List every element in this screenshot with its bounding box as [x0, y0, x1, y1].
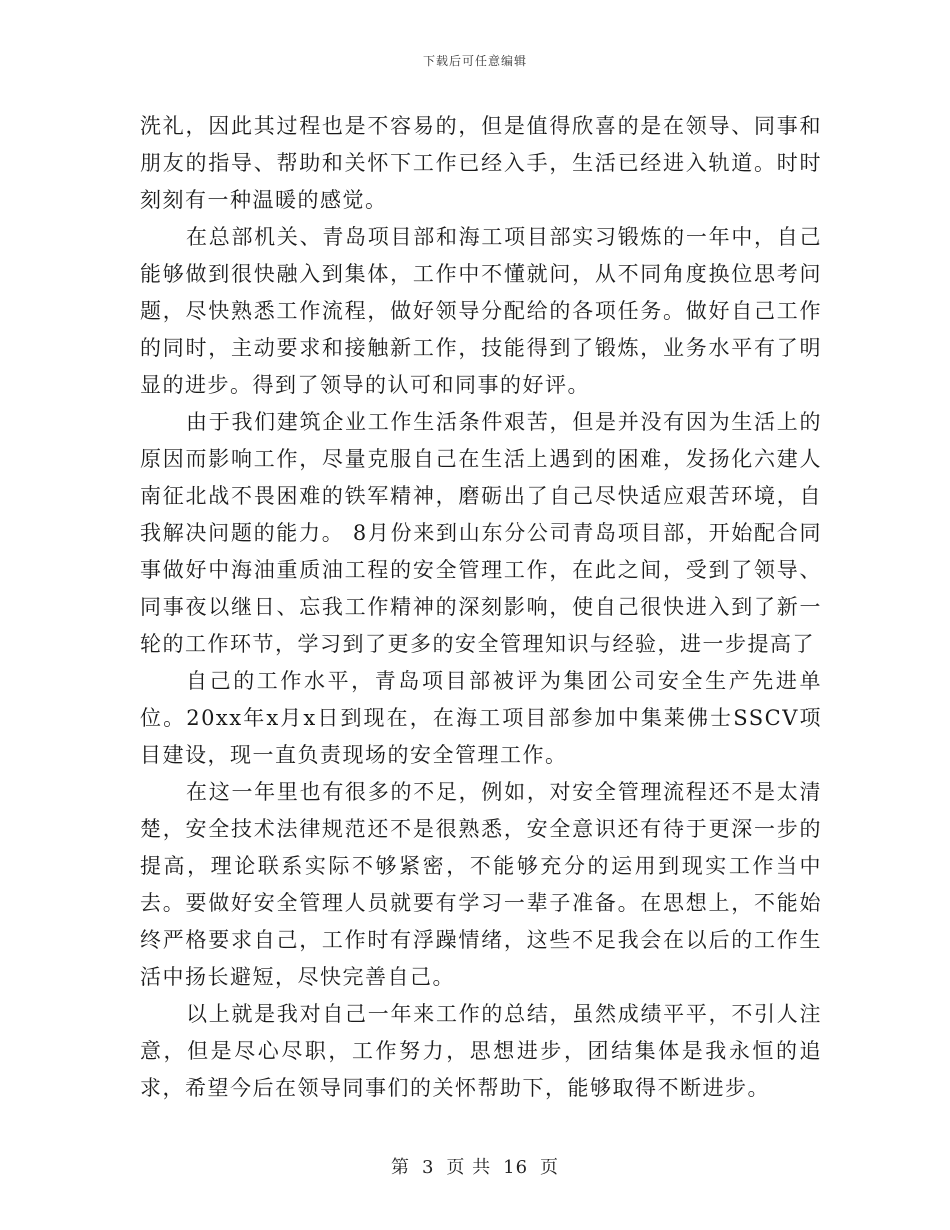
- footer-current-page: 3: [421, 1157, 435, 1178]
- document-body: [140, 108, 822, 1107]
- paragraph-6: 以上就是我对自己一年来工作的总结，虽然成绩平平，不引人注意，但是尽心尽职，工作努力，思想进步，团结集体是我永恒的追求，希望今后在领导同事们的关怀帮助下，能够取得不断进步。: [140, 1002, 822, 1100]
- footer-middle: 页 共: [446, 1157, 492, 1178]
- paragraph-1: 洗礼，因此其过程也是不容易的，但是值得欣喜的是在领导、同事和朋友的指导、帮助和关怀下工作已经入手，生活已经进入轨道。时时刻刻有一种温暖的感觉。: [140, 114, 822, 212]
- footer-suffix: 页: [540, 1157, 560, 1178]
- footer-total-pages: 16: [503, 1157, 529, 1178]
- paragraph-4: 自己的工作水平，青岛项目部被评为集团公司安全生产先进单位。20xx年x月x日到现在，在海工项目部参加中集莱佛士SSCV项目建设，现一直负责现场的安全管理工作。: [140, 669, 822, 767]
- page-header: 下载后可任意编辑: [422, 54, 527, 68]
- paragraph-2: 在总部机关、青岛项目部和海工项目部实习锻炼的一年中，自己能够做到很快融入到集体，工作中不懂就问，从不同角度换位思考问题，尽快熟悉工作流程，做好领导分配给的各项任务。做好自己工作的同时，主动要求和接触新工作，技能得到了锻炼，业务水平有了明显的进步。得到了领导的认可和同事的好评。: [140, 225, 822, 397]
- paragraph-5: 在这一年里也有很多的不足，例如，对安全管理流程还不是太清楚，安全技术法律规范还不是很熟悉，安全意识还有待于更深一步的提高，理论联系实际不够紧密，不能够充分的运用到现实工作当中去。要做好安全管理人员就要有学习一辈子准备。在思想上，不能始终严格要求自己，工作时有浮躁情绪，这些不足我会在以后的工作生活中扬长避短，尽快完善自己。: [140, 780, 822, 989]
- paragraph-3: 由于我们建筑企业工作生活条件艰苦，但是并没有因为生活上的原因而影响工作，尽量克服自己在生活上遇到的困难，发扬化六建人南征北战不畏困难的铁军精神，磨砺出了自己尽快适应艰苦环境，自我解决问题的能力。 8月份来到山东分公司青岛项目部，开始配合同事做好中海油重质油工程的安全管理工作，在此之间，受到了领导、同事夜以继日、忘我工作精神的深刻影响，使自己很快进入到了新一轮的工作环节，学习到了更多的安全管理知识与经验，进一步提高了: [140, 410, 822, 656]
- page-footer: [0, 1153, 950, 1179]
- footer-prefix: 第: [390, 1157, 410, 1178]
